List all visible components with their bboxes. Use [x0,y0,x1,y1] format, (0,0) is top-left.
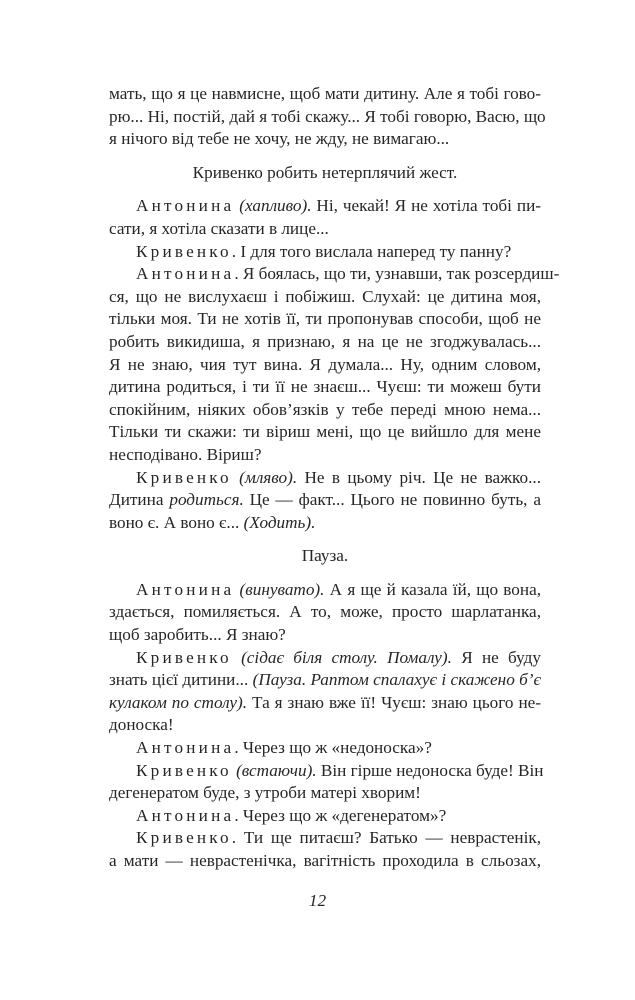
speech-paragraph [109,737,541,760]
text-segment: Не в цьому річ. Це не важко... [297,467,541,487]
speech-paragraph [109,195,541,240]
text-segment: доноска! [109,715,174,735]
text-segment: воно є. А воно є... [109,512,244,532]
text-segment: . Через що ж «дегенератом»? [234,805,447,825]
text-segment: а мати — неврастенічка, вагітність проходила в сльозах, [109,851,541,870]
text-segment: Це — факт... Цього не повинно буть, а [243,490,541,510]
text-segment: Я не буду [451,647,541,667]
speaker-name: Кривенко [136,467,232,487]
text-segment: Ні, чекай! Я не хотіла тобі пи- [311,196,541,216]
text-line [109,218,541,241]
stage-remark: кулаком по столу). [109,692,248,712]
stage-direction [109,545,541,568]
text-line [109,512,541,535]
text-segment [232,648,241,667]
speaker-name: Кривенко [136,760,232,780]
text-line [109,241,541,264]
text-segment: знать цієї дитини... [109,670,253,690]
speaker-name: Антонина [136,264,235,284]
text-segment: сати, я хотіла сказати в лице... [109,218,329,238]
stage-remark: (Пауза. Раптом спалахує і скажено б’є [252,670,541,690]
text-line [109,760,544,783]
text-segment: робить викидиша, я признаю, я на це не згоджувалась... [109,331,541,351]
text-line [109,692,541,715]
text-segment: тільки моя. Ти не хотів її, ти пропонував способи, щоб не [109,309,541,329]
text-segment: . Я боялась, що ти, узнавши, так розсердиш- [234,264,560,284]
speaker-name: Антонина [136,738,235,758]
text-segment: Я не знаю, чия тут вина. Я думала... Ну, одним словом, [109,354,541,374]
speaker-name: Кривенко [136,828,232,848]
text-segment: ся, що не вислухаєш і побіжиш. Слухай: це дитина моя, [109,286,541,306]
speech-paragraph [109,805,541,828]
speaker-name: Кривенко [136,647,232,667]
text-segment: несподівано. Віриш? [109,444,262,464]
text-line [109,195,541,218]
stage-remark: (винувато). [239,579,325,599]
text-segment: Пауза. [301,546,349,566]
text-line [109,399,541,422]
text-line [109,737,541,760]
text-segment: . І для того вислала наперед ту панну? [231,241,512,261]
text-line [109,467,541,490]
text-line [109,714,541,737]
speaker-name: Кривенко [136,241,232,261]
text-line [109,782,541,805]
text-segment: Та я знаю вже її! Чуєш: знаю цього не- [247,692,541,712]
text-line [109,579,541,602]
text-line [109,444,541,467]
speaker-name: Антонина [136,579,235,599]
speech-paragraph [109,827,541,872]
page-number: 12 [308,891,327,910]
paragraph-continuation [109,83,546,151]
text-line [109,376,541,399]
text-segment: мать, що я це навмисне, щоб мати дитину. Але я тобі гово- [109,84,541,103]
speech-paragraph [109,467,541,535]
text-segment: дегенератом буде, з утроби матері хворим! [109,783,421,803]
text-line [109,162,541,185]
speaker-name: Антонина [136,805,235,825]
text-segment: рю... Ні, постій, дай я тобі скажу... Я тобі говорю, Васю, що [109,106,546,126]
text-line [109,647,541,670]
text-segment: Тільки ти скажи: ти віриш мені, що це вийшло для мене [109,422,541,442]
stage-direction [109,162,541,185]
text-line [109,489,541,512]
stage-remark: (Ходить). [243,512,316,532]
text-line [109,128,541,151]
text-segment: . Ти ще питаєш? Батько — неврастенік, [231,828,541,848]
text-segment: Він гірше недоноска буде! Він [316,760,544,780]
speaker-name: Антонина [136,196,235,216]
stage-remark: (встаючи). [236,760,317,780]
text-line [109,827,541,850]
text-segment: я нічого від тебе не хочу, не жду, не вимагаю... [109,129,450,149]
text-line [109,850,541,873]
text-segment: . Через що ж «недоноска»? [234,738,432,758]
text-line [109,83,541,106]
text-line [109,354,541,377]
speech-paragraph [109,647,541,737]
text-segment: дитина родиться, і ти її не знаєш... Чуєш: ти можеш бути [109,377,541,397]
text-segment: Дитина [109,490,170,510]
speech-paragraph [109,263,560,466]
speech-paragraph [109,579,541,647]
text-line [109,669,541,692]
text-line [109,545,541,568]
stage-remark: (мляво). [239,467,298,487]
text-segment: спокійним, ніяких обов’язків у тебе переді мною нема... [109,399,541,419]
text-line [109,805,541,828]
stage-remark: (хапливо). [239,196,312,216]
stage-remark: родиться. [169,490,244,510]
text-line [109,331,541,354]
text-segment: А я ще й казала їй, що вона, [324,579,542,599]
text-line [109,601,541,624]
text-line [109,286,541,309]
text-segment: Кривенко робить нетерплячий жест. [192,162,458,182]
speech-paragraph [109,760,544,805]
stage-remark: (сідає біля столу. Помалу). [241,647,452,667]
speech-paragraph [109,241,541,264]
text-line [109,308,541,331]
text-line [109,624,541,647]
text-line [109,106,546,129]
text-segment: щоб заробить... Я знаю? [109,625,286,645]
text-line [109,421,541,444]
page-text [109,83,560,873]
text-segment: здається, помиляється. А то, може, просто шарлатанка, [109,602,541,622]
text-line [109,263,560,286]
